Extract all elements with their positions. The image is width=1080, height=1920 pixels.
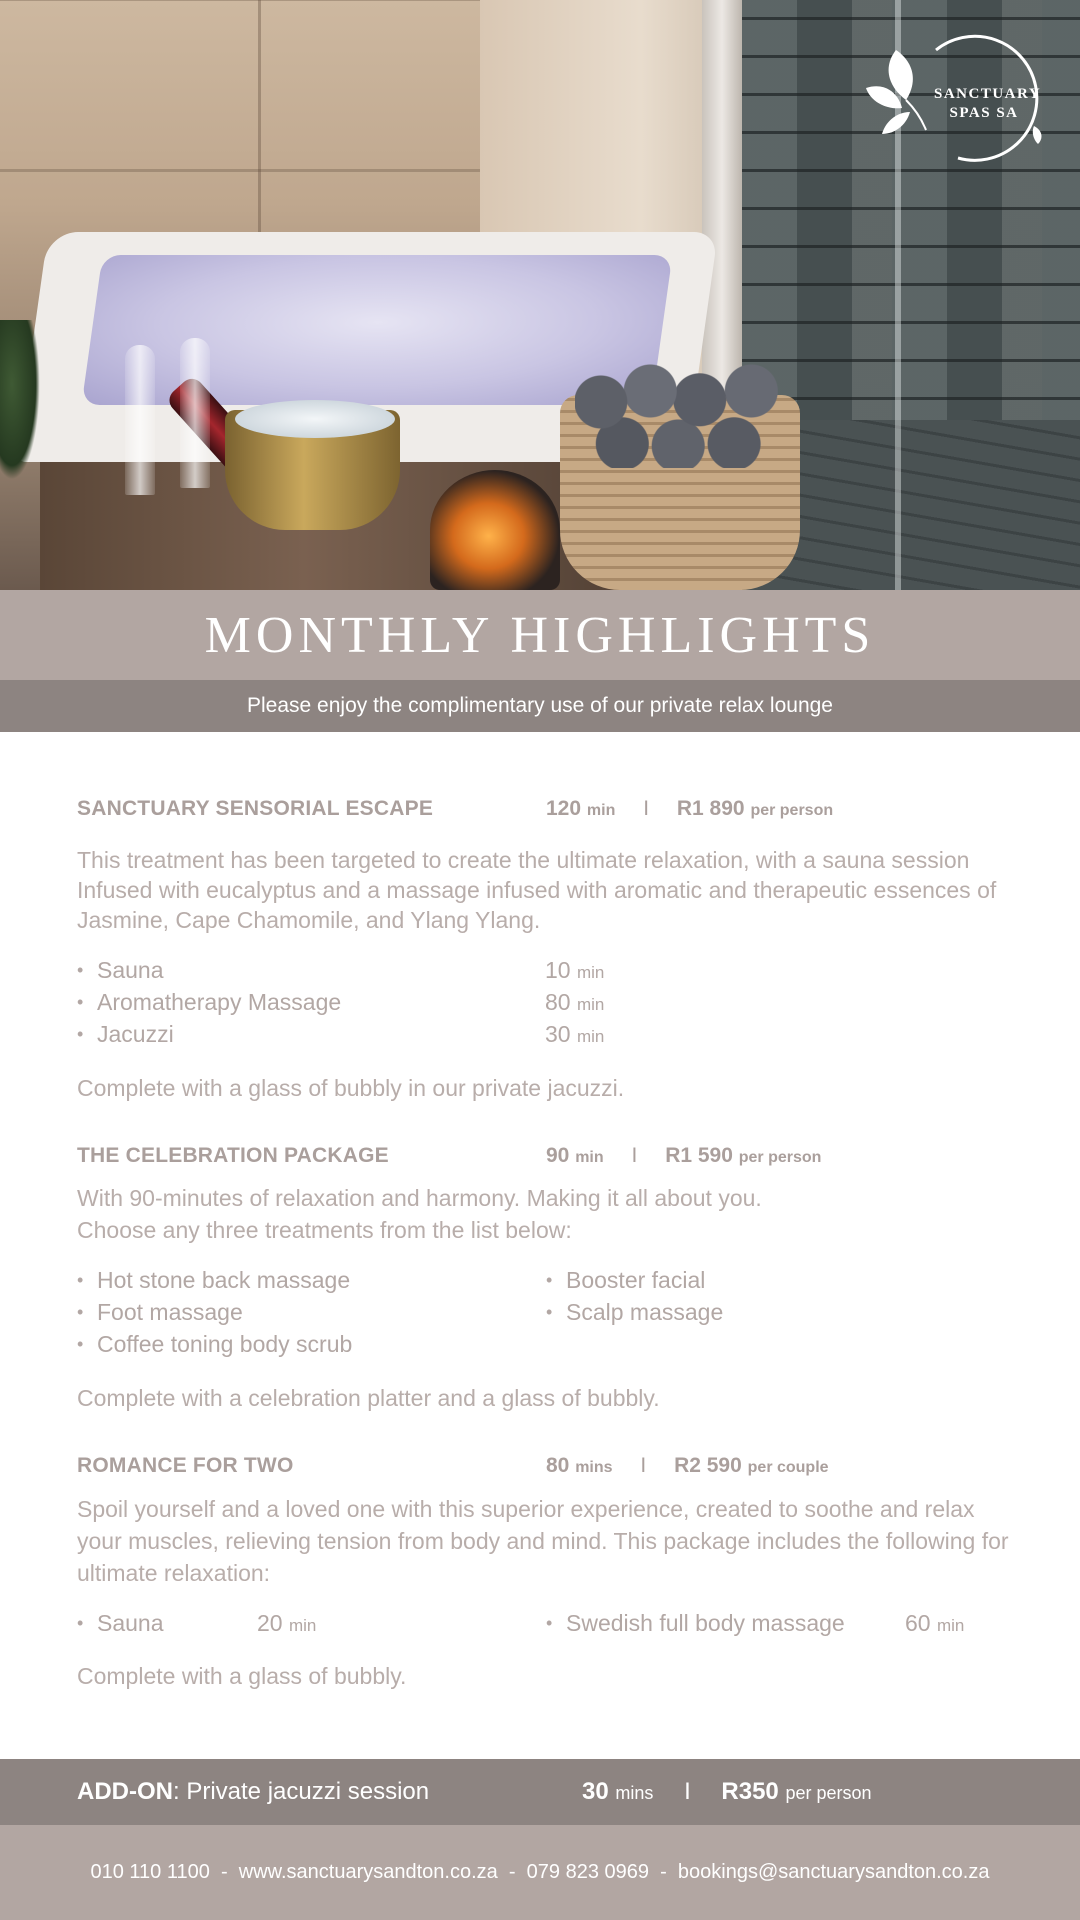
duration-value: 80 [545, 989, 571, 1015]
package-duration: 120 [546, 797, 582, 820]
duration-unit: min [288, 1616, 317, 1635]
bullet: • [77, 1270, 84, 1290]
duration-unit: min [576, 1027, 605, 1046]
list-item [546, 1267, 705, 1294]
list-item [77, 957, 164, 984]
package-description: Spoil yourself and a loved one with this superior experience, created to soothe and relax your muscles, relieving tension from body and mind. This package includes the following for ultimate relaxation: [77, 1496, 1009, 1586]
addon-band [0, 1759, 1080, 1825]
item-label: Sauna [97, 1610, 164, 1636]
addon-duration: 30 [582, 1778, 609, 1805]
logo-line-2: SPAS SA [949, 105, 1019, 121]
list-item [77, 1331, 352, 1358]
duration-value: 20 [257, 1610, 283, 1636]
contact-info[interactable]: 010 110 1100 - www.sanctuarysandton.co.za - 079 823 0969 - bookings@sanctuarysandton.co.za [90, 1861, 990, 1883]
package-header [77, 1144, 1007, 1174]
addon-price: R350 [721, 1778, 779, 1805]
footer-band [0, 1825, 1080, 1920]
list-item [77, 1267, 350, 1294]
page-subtitle: Please enjoy the complimentary use of our private relax lounge [247, 694, 833, 717]
item-duration [905, 1610, 964, 1637]
package-description: This treatment has been targeted to create the ultimate relaxation, with a sauna session Infused with eucalyptus and a massage infused with aromatic and therapeutic essences of Jasmine, Cape Chamomile, and Ylang Ylang. [77, 847, 997, 933]
separator: I [640, 1454, 647, 1477]
ice [235, 400, 395, 438]
package-duration: 90 [546, 1144, 570, 1167]
bullet: • [77, 1334, 84, 1354]
bullet: • [546, 1302, 553, 1322]
bullet: • [77, 1024, 84, 1044]
separator: I [631, 1144, 638, 1167]
duration-unit: mins [615, 1783, 654, 1803]
lantern [430, 470, 560, 590]
logo-line-1: SANCTUARY [934, 86, 1042, 102]
rolled-towels [575, 358, 790, 468]
item-label: Booster facial [566, 1267, 706, 1293]
bullet: • [546, 1270, 553, 1290]
package-description: Choose any three treatments from the list below: [77, 1217, 572, 1243]
price-unit: per person [785, 1783, 872, 1803]
list-item [546, 1610, 845, 1637]
plant [0, 320, 40, 480]
hero-photo [0, 0, 1080, 590]
package-closing: Complete with a glass of bubbly. [77, 1663, 407, 1689]
package-header [77, 797, 1007, 827]
duration-unit: min [575, 1149, 604, 1166]
package-price: R1 890 [676, 797, 745, 820]
bullet: • [77, 992, 84, 1012]
item-label: Swedish full body massage [566, 1610, 845, 1636]
addon-label-rest: : Private jacuzzi session [173, 1778, 430, 1805]
duration-value: 10 [545, 957, 571, 983]
list-item [546, 1299, 723, 1326]
item-label: Aromatherapy Massage [97, 989, 342, 1015]
duration-value: 30 [545, 1021, 571, 1047]
addon-meta [582, 1778, 872, 1806]
package-price: R1 590 [665, 1144, 733, 1167]
package-description: With 90-minutes of relaxation and harmony. Making it all about you. [77, 1185, 762, 1211]
bullet: • [546, 1613, 553, 1633]
package-closing: Complete with a glass of bubbly in our private jacuzzi. [77, 1075, 625, 1101]
bullet: • [77, 1613, 84, 1633]
item-duration [545, 989, 604, 1016]
package-closing: Complete with a celebration platter and a glass of bubbly. [77, 1385, 660, 1411]
champagne-glass [125, 345, 155, 495]
item-label: Jacuzzi [97, 1021, 174, 1047]
package-duration: 80 [546, 1454, 570, 1477]
item-duration [257, 1610, 316, 1637]
package-name: SANCTUARY SENSORIAL ESCAPE [77, 797, 434, 820]
duration-unit: mins [575, 1459, 613, 1476]
price-unit: per person [738, 1149, 822, 1166]
list-item [77, 1021, 174, 1048]
item-duration [545, 957, 604, 984]
price-unit: per person [750, 802, 834, 819]
separator: I [643, 797, 650, 820]
package-name: ROMANCE FOR TWO [77, 1454, 294, 1477]
item-label: Coffee toning body scrub [97, 1331, 353, 1357]
package-name: THE CELEBRATION PACKAGE [77, 1144, 389, 1167]
duration-unit: min [576, 995, 605, 1014]
package-price: R2 590 [674, 1454, 742, 1477]
item-label: Hot stone back massage [97, 1267, 351, 1293]
item-label: Scalp massage [566, 1299, 724, 1325]
package-meta [546, 797, 833, 821]
addon-label [77, 1778, 429, 1806]
list-item [77, 989, 341, 1016]
duration-value: 60 [905, 1610, 931, 1636]
item-label: Foot massage [97, 1299, 243, 1325]
logo-wordmark [934, 85, 1042, 123]
package-meta [546, 1454, 829, 1478]
item-duration [545, 1021, 604, 1048]
addon-label-bold: ADD-ON [77, 1778, 173, 1805]
duration-unit: min [576, 963, 605, 982]
package-meta [546, 1144, 821, 1168]
list-item [77, 1610, 164, 1637]
item-label: Sauna [97, 957, 164, 983]
subtitle-band [0, 680, 1080, 732]
package-header [77, 1454, 1007, 1484]
bullet: • [77, 960, 84, 980]
price-unit: per couple [747, 1459, 829, 1476]
duration-unit: min [586, 802, 616, 819]
champagne-glass [180, 338, 210, 488]
list-item [77, 1299, 243, 1326]
page-title: MONTHLY HIGHLIGHTS [204, 606, 876, 664]
separator: I [684, 1778, 691, 1805]
title-band [0, 590, 1080, 680]
bullet: • [77, 1302, 84, 1322]
duration-unit: min [936, 1616, 965, 1635]
